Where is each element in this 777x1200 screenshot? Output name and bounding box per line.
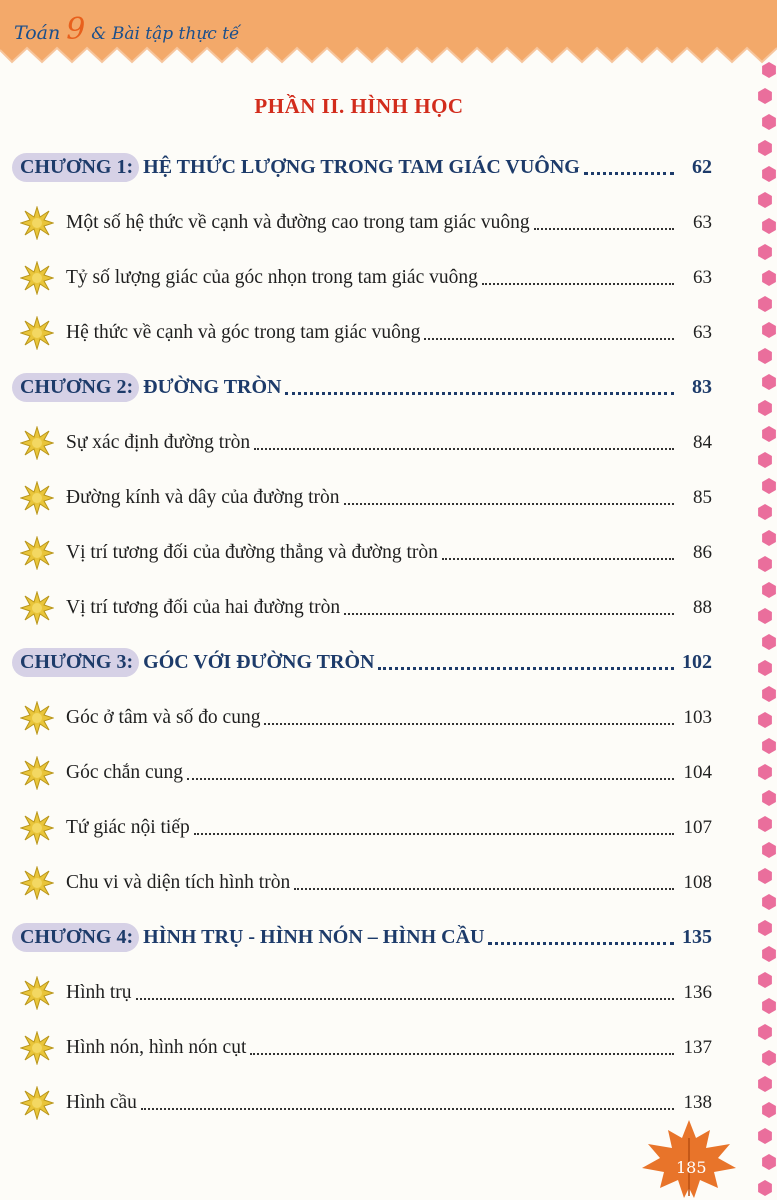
border-dot <box>758 1024 772 1040</box>
border-dot <box>758 816 772 832</box>
border-dot <box>758 1180 772 1196</box>
border-dot <box>762 218 776 234</box>
lesson-title: Tỷ số lượng giác của góc nhọn trong tam giác vuông <box>66 266 478 288</box>
chapter-row[interactable] <box>12 140 712 195</box>
border-dot <box>758 244 772 260</box>
dot-leader <box>285 392 674 395</box>
dot-leader <box>250 1053 674 1055</box>
border-dot <box>762 894 776 910</box>
star-burst-icon <box>20 206 54 240</box>
lesson-row[interactable] <box>12 195 712 250</box>
border-dot <box>762 582 776 598</box>
chapter-page: 62 <box>692 156 712 178</box>
star-burst-icon <box>20 536 54 570</box>
border-dot <box>762 530 776 546</box>
chapter-title: HÌNH TRỤ - HÌNH NÓN – HÌNH CẦU <box>143 926 485 948</box>
border-dot <box>758 764 772 780</box>
lesson-title: Một số hệ thức về cạnh và đường cao trong tam giác vuông <box>66 211 530 233</box>
lesson-row[interactable] <box>12 855 712 910</box>
lesson-row[interactable] <box>12 305 712 360</box>
border-dot <box>762 738 776 754</box>
lesson-title: Tứ giác nội tiếp <box>66 816 190 838</box>
pink-dot-border <box>747 60 777 1200</box>
lesson-page: 104 <box>683 761 712 783</box>
section-title: PHẦN II. HÌNH HỌC <box>254 94 464 118</box>
lesson-title: Vị trí tương đối của hai đường tròn <box>66 596 341 618</box>
lesson-page: 88 <box>693 596 712 618</box>
dot-leader <box>584 172 674 175</box>
lesson-title: Hệ thức về cạnh và góc trong tam giác vuông <box>66 321 421 343</box>
border-dot <box>758 556 772 572</box>
dot-leader <box>136 998 674 1000</box>
lesson-row[interactable] <box>12 250 712 305</box>
border-dot <box>758 140 772 156</box>
lesson-title: Hình trụ <box>66 981 132 1003</box>
border-dot <box>762 1102 776 1118</box>
lesson-page: 136 <box>683 981 712 1003</box>
chapter-label: CHƯƠNG 3: <box>12 648 139 677</box>
chapter-page: 135 <box>682 926 712 948</box>
lesson-page: 85 <box>693 486 712 508</box>
page-number: 185 <box>676 1158 707 1177</box>
star-burst-icon <box>20 811 54 845</box>
border-dot <box>762 1050 776 1066</box>
border-dot <box>758 504 772 520</box>
chapter-row[interactable] <box>12 910 712 965</box>
dot-leader <box>534 228 674 230</box>
star-burst-icon <box>20 316 54 350</box>
border-dot <box>758 920 772 936</box>
dot-leader <box>344 613 674 615</box>
border-dot <box>762 322 776 338</box>
dot-leader <box>488 942 674 945</box>
border-dot <box>762 270 776 286</box>
lesson-page: 137 <box>683 1036 712 1058</box>
dot-leader <box>187 778 674 780</box>
chapter-title: ĐƯỜNG TRÒN <box>143 376 282 398</box>
lesson-row[interactable] <box>12 1020 712 1075</box>
border-dot <box>762 946 776 962</box>
table-of-contents <box>12 140 712 1130</box>
lesson-title: Vị trí tương đối của đường thẳng và đường tròn <box>66 541 438 563</box>
lesson-page: 63 <box>693 266 712 288</box>
dot-leader <box>141 1108 674 1110</box>
border-dot <box>758 712 772 728</box>
chapter-row[interactable] <box>12 360 712 415</box>
lesson-title: Hình cầu <box>66 1091 137 1113</box>
border-dot <box>758 868 772 884</box>
lesson-row[interactable] <box>12 580 712 635</box>
series-number: 9 <box>66 12 86 47</box>
star-burst-icon <box>20 481 54 515</box>
lesson-title: Sự xác định đường tròn <box>66 431 251 453</box>
star-burst-icon <box>20 1031 54 1065</box>
chapter-label: CHƯƠNG 2: <box>12 373 139 402</box>
dot-leader <box>264 723 674 725</box>
lesson-row[interactable] <box>12 745 712 800</box>
border-dot <box>762 686 776 702</box>
lesson-row[interactable] <box>12 525 712 580</box>
lesson-title: Chu vi và diện tích hình tròn <box>66 871 291 893</box>
border-dot <box>762 374 776 390</box>
lesson-row[interactable] <box>12 1075 712 1130</box>
dot-leader <box>378 667 674 670</box>
border-dot <box>758 400 772 416</box>
dot-leader <box>424 338 674 340</box>
lesson-page: 63 <box>693 321 712 343</box>
dot-leader <box>482 283 674 285</box>
border-dot <box>758 608 772 624</box>
star-burst-icon <box>20 976 54 1010</box>
border-dot <box>758 192 772 208</box>
lesson-title: Hình nón, hình nón cụt <box>66 1036 247 1058</box>
series-prefix: Toán <box>14 22 61 44</box>
chapter-row[interactable] <box>12 635 712 690</box>
chapter-title: GÓC VỚI ĐƯỜNG TRÒN <box>143 651 375 673</box>
border-dot <box>762 62 776 78</box>
border-dot <box>762 478 776 494</box>
star-burst-icon <box>20 591 54 625</box>
border-dot <box>758 660 772 676</box>
lesson-row[interactable] <box>12 800 712 855</box>
star-burst-icon <box>20 1086 54 1120</box>
border-dot <box>758 1128 772 1144</box>
lesson-row[interactable] <box>12 965 712 1020</box>
border-dot <box>758 296 772 312</box>
star-burst-icon <box>20 756 54 790</box>
dot-leader <box>344 503 674 505</box>
border-dot <box>762 842 776 858</box>
border-dot <box>758 972 772 988</box>
dot-leader <box>254 448 674 450</box>
lesson-page: 84 <box>693 431 712 453</box>
border-dot <box>762 114 776 130</box>
star-burst-icon <box>20 701 54 735</box>
chapter-label: CHƯƠNG 1: <box>12 153 139 182</box>
chapter-label: CHƯƠNG 4: <box>12 923 139 952</box>
border-dot <box>758 88 772 104</box>
lesson-page: 63 <box>693 211 712 233</box>
lesson-row[interactable] <box>12 690 712 745</box>
dot-leader <box>294 888 674 890</box>
border-dot <box>762 998 776 1014</box>
star-burst-icon <box>20 866 54 900</box>
series-title <box>14 12 240 47</box>
lesson-page: 138 <box>683 1091 712 1113</box>
border-dot <box>762 1154 776 1170</box>
border-dot <box>762 790 776 806</box>
lesson-row[interactable] <box>12 415 712 470</box>
lesson-title: Góc chắn cung <box>66 761 183 783</box>
lesson-page: 86 <box>693 541 712 563</box>
lesson-page: 103 <box>683 706 712 728</box>
lesson-page: 108 <box>683 871 712 893</box>
border-dot <box>762 426 776 442</box>
chapter-page: 83 <box>692 376 712 398</box>
dot-leader <box>194 833 674 835</box>
lesson-title: Góc ở tâm và số đo cung <box>66 706 261 728</box>
border-dot <box>758 348 772 364</box>
series-suffix: & Bài tập thực tế <box>91 24 240 44</box>
dot-leader <box>442 558 674 560</box>
border-dot <box>758 1076 772 1092</box>
border-dot <box>762 166 776 182</box>
chapter-page: 102 <box>682 651 712 673</box>
lesson-page: 107 <box>683 816 712 838</box>
star-burst-icon <box>20 426 54 460</box>
chapter-title: HỆ THỨC LƯỢNG TRONG TAM GIÁC VUÔNG <box>143 156 580 178</box>
border-dot <box>762 634 776 650</box>
lesson-title: Đường kính và dây của đường tròn <box>66 486 340 508</box>
lesson-row[interactable] <box>12 470 712 525</box>
star-burst-icon <box>20 261 54 295</box>
border-dot <box>758 452 772 468</box>
